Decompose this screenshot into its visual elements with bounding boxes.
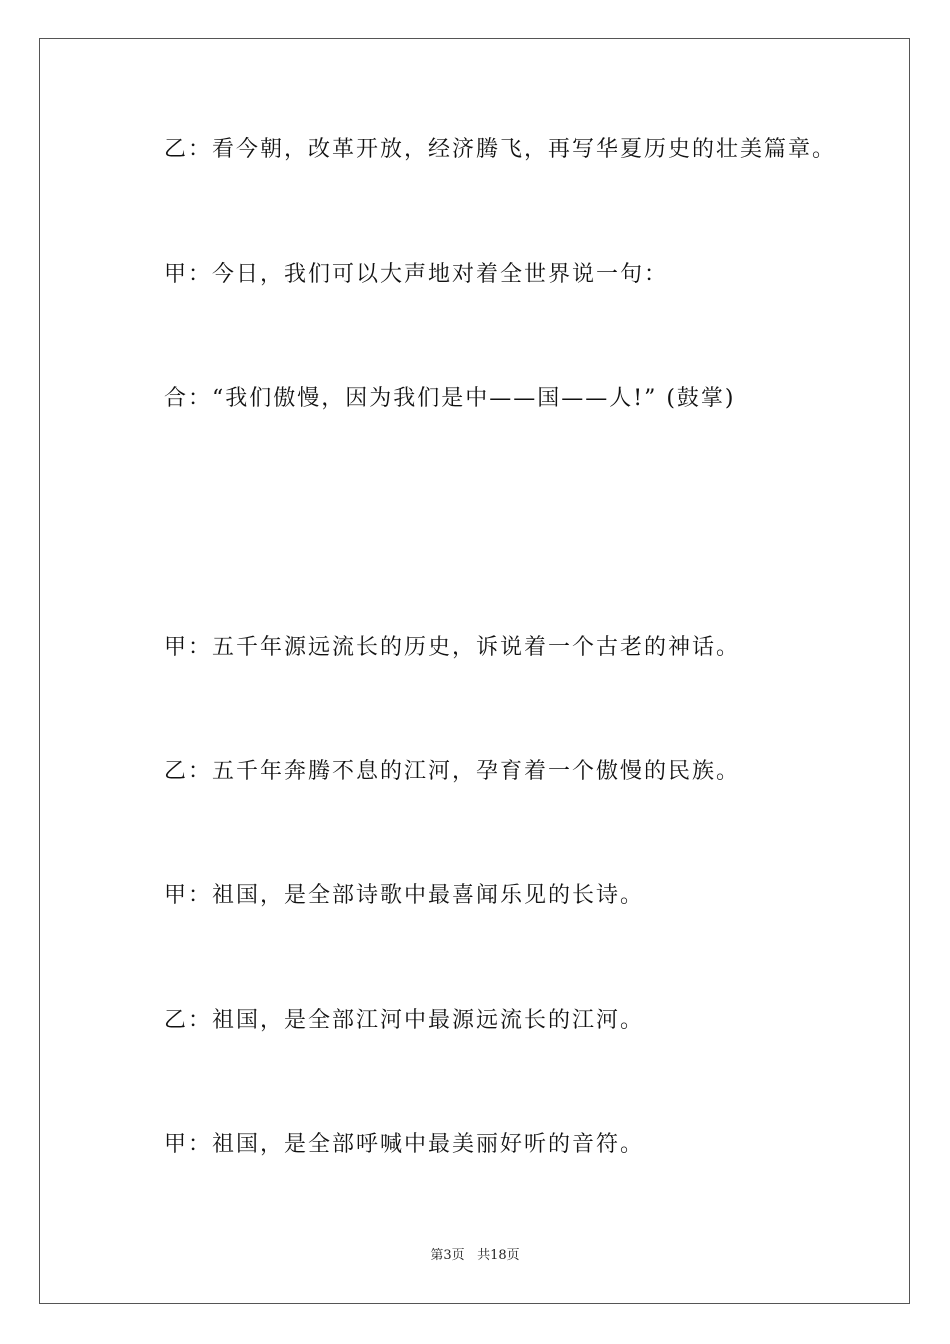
dialogue-line-8: 甲：祖国，是全部呼喊中最美丽好听的音符。 [164, 1132, 645, 1157]
dialogue-line-7: 乙：祖国，是全部江河中最源远流长的江河。 [164, 1008, 645, 1033]
page-total: 共18页 [477, 1248, 520, 1263]
dialogue-line-2: 甲：今日，我们可以大声地对着全世界说一句： [164, 262, 669, 287]
dialogue-line-6: 甲：祖国，是全部诗歌中最喜闻乐见的长诗。 [164, 883, 645, 908]
page-border [39, 38, 910, 1304]
dialogue-line-5: 乙：五千年奔腾不息的江河，孕育着一个傲慢的民族。 [164, 759, 741, 784]
page-footer [0, 1247, 950, 1265]
dialogue-line-4: 甲：五千年源远流长的历史，诉说着一个古老的神话。 [164, 635, 741, 660]
page-number: 第3页 [430, 1248, 465, 1263]
dialogue-line-3: 合：“我们傲慢，因为我们是中——国——人!” (鼓掌) [164, 386, 736, 411]
dialogue-line-1: 乙：看今朝，改革开放，经济腾飞，再写华夏历史的壮美篇章。 [164, 137, 837, 162]
